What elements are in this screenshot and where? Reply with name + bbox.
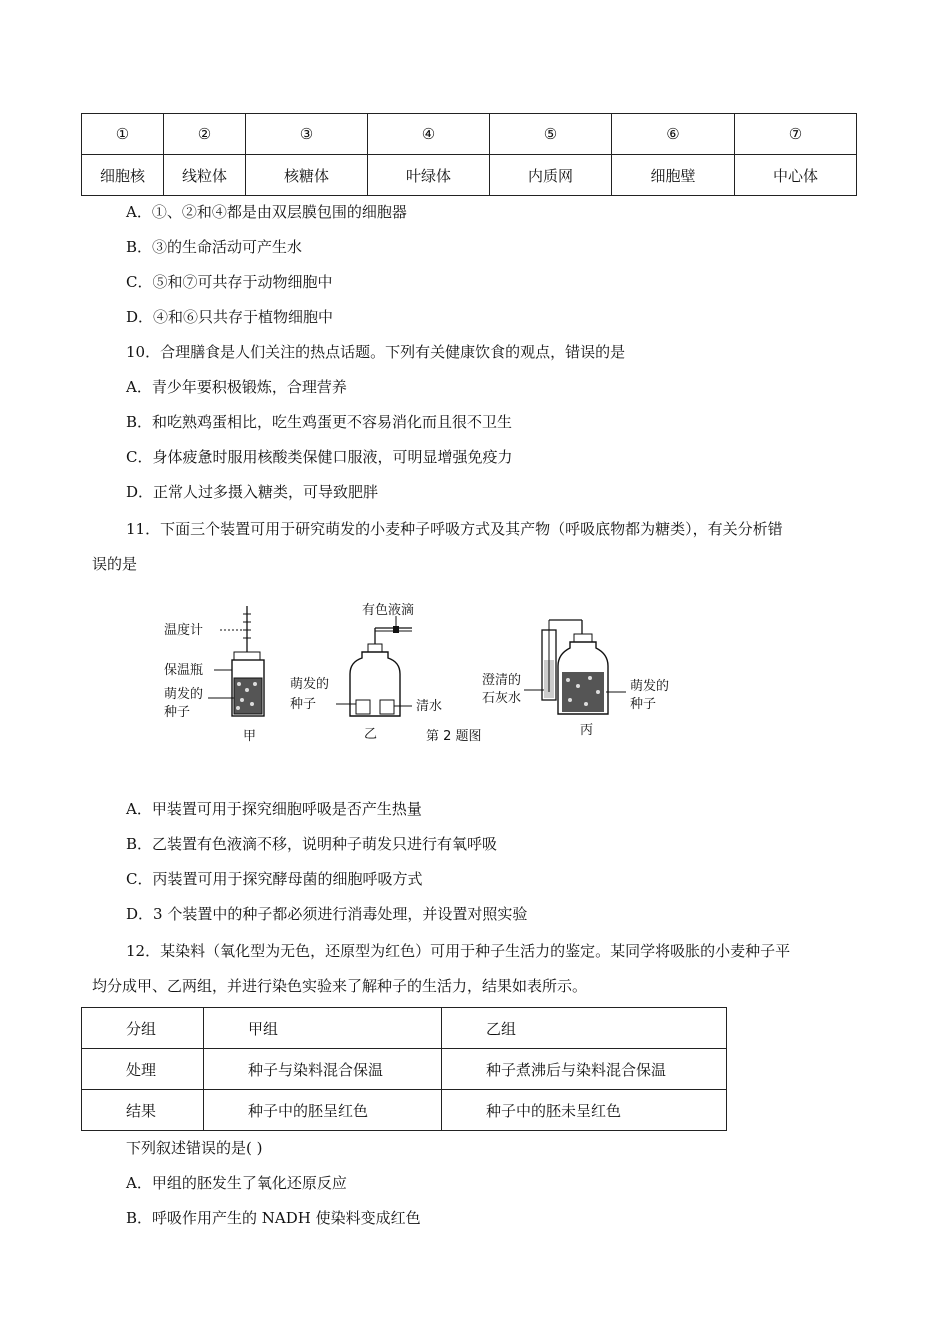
q10-option-d: D．正常人过多摄入糖类，可导致肥胖	[126, 483, 379, 501]
q9-option-b: B．③的生命活动可产生水	[126, 238, 303, 256]
organelle-number-cell: ③	[246, 114, 368, 155]
organelle-number-cell: ④	[368, 114, 490, 155]
organelle-number-row	[82, 114, 857, 155]
organelle-name-cell: 中心体	[735, 155, 857, 196]
q10-stem: 10．合理膳食是人们关注的热点话题。下列有关健康饮食的观点，错误的是	[126, 343, 626, 361]
fig-label-seeds-b1: 萌发的	[290, 677, 330, 692]
q10-option-a: A．青少年要积极锻炼，合理营养	[126, 378, 347, 396]
fig-label-seeds-c1: 萌发的	[630, 679, 670, 694]
organelle-name-row	[82, 155, 857, 196]
fig-label-lime2: 石灰水	[482, 691, 522, 706]
q12-result-table	[81, 1007, 727, 1131]
fig-label-seeds-c2: 种子	[630, 697, 657, 712]
fig-label-yi: 乙	[364, 727, 378, 742]
table-row	[82, 1049, 727, 1090]
organelle-table	[81, 113, 857, 196]
fig-label-seeds-a2: 种子	[164, 705, 191, 720]
fig-caption: 第 2 题图	[426, 729, 482, 744]
q11-stem-line1: 11．下面三个装置可用于研究萌发的小麦种子呼吸方式及其产物（呼吸底物都为糖类），有关分析错	[126, 520, 783, 538]
organelle-number-cell: ⑦	[735, 114, 857, 155]
fig-label-seeds-b2: 种子	[290, 697, 317, 712]
fig-label-seeds-a1: 萌发的	[164, 687, 204, 702]
fig-label-lime1: 澄清的	[482, 673, 522, 688]
table-cell: 分组	[82, 1008, 204, 1049]
q9-option-c: C．⑤和⑦可共存于动物细胞中	[126, 273, 333, 291]
fig-label-droplet: 有色液滴	[362, 603, 415, 618]
organelle-name-cell: 叶绿体	[368, 155, 490, 196]
organelle-name-cell: 细胞壁	[612, 155, 735, 196]
device-bing	[524, 620, 626, 714]
organelle-name-cell: 核糖体	[246, 155, 368, 196]
table-row	[82, 1008, 727, 1049]
q10-option-b: B．和吃熟鸡蛋相比，吃生鸡蛋更不容易消化而且很不卫生	[126, 413, 513, 431]
table-cell: 种子煮沸后与染料混合保温	[442, 1049, 727, 1090]
q12-stem-line1: 12．某染料（氧化型为无色，还原型为红色）可用于种子生活力的鉴定。某同学将吸胀的小麦种子平	[126, 942, 791, 960]
q11-option-c: C．丙装置可用于探究酵母菌的细胞呼吸方式	[126, 870, 423, 888]
table-cell: 甲组	[204, 1008, 442, 1049]
q11-stem-line2: 误的是	[92, 555, 138, 573]
organelle-number-cell: ②	[164, 114, 246, 155]
table-cell: 乙组	[442, 1008, 727, 1049]
organelle-number-cell: ⑥	[612, 114, 735, 155]
fig-label-jia: 甲	[243, 729, 257, 744]
q11-apparatus-figure	[150, 600, 710, 760]
organelle-number-cell: ⑤	[490, 114, 612, 155]
table-cell: 处理	[82, 1049, 204, 1090]
device-yi	[336, 616, 412, 716]
organelle-number-cell: ①	[82, 114, 164, 155]
organelle-name-cell: 细胞核	[82, 155, 164, 196]
q12-question: 下列叙述错误的是( )	[126, 1139, 263, 1157]
device-jia	[208, 606, 264, 716]
organelle-name-cell: 内质网	[490, 155, 612, 196]
q10-option-c: C．身体疲惫时服用核酸类保健口服液，可明显增强免疫力	[126, 448, 513, 466]
q11-option-b: B．乙装置有色液滴不移，说明种子萌发只进行有氧呼吸	[126, 835, 498, 853]
q9-option-a: A．①、②和④都是由双层膜包围的细胞器	[126, 203, 407, 221]
table-cell: 种子中的胚未呈红色	[442, 1090, 727, 1131]
q12-option-a: A．甲组的胚发生了氧化还原反应	[126, 1174, 347, 1192]
organelle-name-cell: 线粒体	[164, 155, 246, 196]
q9-option-d: D．④和⑥只共存于植物细胞中	[126, 308, 334, 326]
table-row	[82, 1090, 727, 1131]
fig-label-thermometer: 温度计	[164, 623, 204, 638]
table-cell: 种子中的胚呈红色	[204, 1090, 442, 1131]
q11-option-d: D．3 个装置中的种子都必须进行消毒处理，并设置对照实验	[126, 905, 528, 923]
q12-stem-line2: 均分成甲、乙两组，并进行染色实验来了解种子的生活力，结果如表所示。	[92, 977, 588, 995]
q11-option-a: A．甲装置可用于探究细胞呼吸是否产生热量	[126, 800, 422, 818]
fig-label-bing: 丙	[580, 723, 594, 738]
fig-label-water: 清水	[416, 699, 443, 714]
table-cell: 结果	[82, 1090, 204, 1131]
fig-label-flask: 保温瓶	[164, 663, 204, 678]
table-cell: 种子与染料混合保温	[204, 1049, 442, 1090]
q12-option-b: B．呼吸作用产生的 NADH 使染料变成红色	[126, 1209, 421, 1227]
